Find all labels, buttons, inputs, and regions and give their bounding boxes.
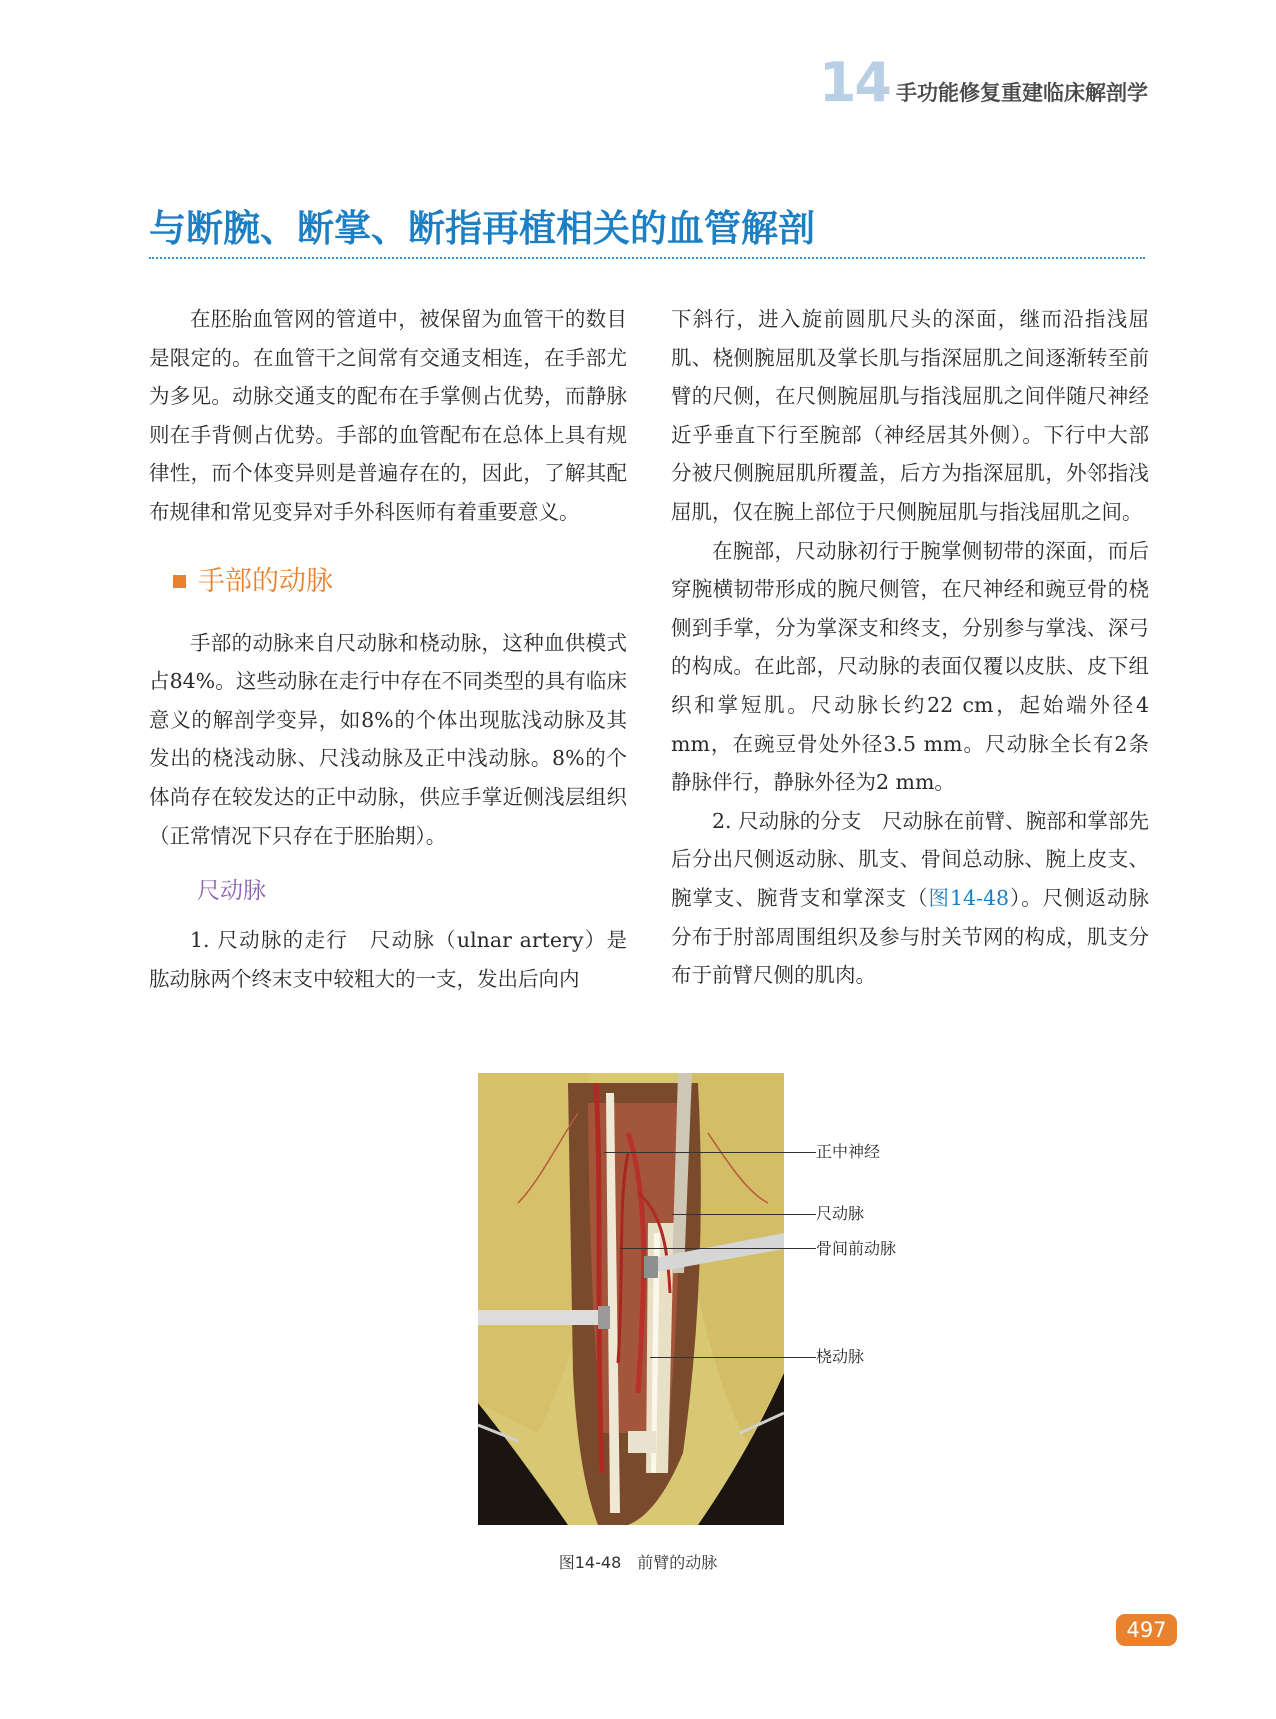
- branches-text-before: 2. 尺动脉的分支 尺动脉在前臂、腕部和掌部先后分出尺侧返动脉、肌支、骨间总动脉、腕上皮支、腕掌支、腕背支和掌深支（: [671, 808, 1149, 910]
- label-radial-artery: 桡动脉: [816, 1347, 865, 1366]
- arteries-paragraph: 手部的动脉来自尺动脉和桡动脉，这种血供模式占84%。这些动脉在走行中存在不同类型的具有临床意义的解剖学变异，如8%的个体出现肱浅动脉及其发出的桡浅动脉、尺浅动脉及正中浅动脉。8%的个体尚存在较发达的正中动脉，供应手掌近侧浅层组织（正常情况下只存在于胚胎期）。: [149, 630, 627, 848]
- running-header: [818, 51, 1148, 114]
- heading-hand-arteries-text: 手部的动脉: [198, 565, 333, 597]
- square-bullet-icon: [173, 575, 186, 588]
- right-column: [671, 300, 1149, 995]
- label-anterior-interosseous-artery: 骨间前动脉: [816, 1239, 897, 1258]
- heading-ulnar-artery: 尺动脉: [197, 878, 266, 905]
- chapter-title: 手功能修复重建临床解剖学: [896, 81, 1148, 105]
- page-number-badge: 497: [1116, 1614, 1177, 1646]
- branches-text-after: ）。尺侧返动脉分布于肘部周围组织及参与肘关节网的构成，肌支分布于前臂尺侧的肌肉。: [671, 885, 1149, 988]
- intro-paragraph: 在胚胎血管网的管道中，被保留为血管干的数目是限定的。在血管干之间常有交通支相连，在手部尤为多见。动脉交通支的配布在手掌侧占优势，而静脉则在手背侧占优势。手部的血管配布在总体上具有规律性，而个体变异则是普遍存在的，因此，了解其配布规律和常见变异对手外科医师有着重要意义。: [149, 307, 627, 524]
- wrist-paragraph: 在腕部，尺动脉初行于腕掌侧韧带的深面，而后穿腕横韧带形成的腕尺侧管，在尺神经和豌豆骨的桡侧到手掌，分为掌深支和终支，分别参与掌浅、深弓的构成。在此部，尺动脉的表面仅覆以皮肤、皮下组织和掌短肌。尺动脉长约22 cm，起始端外径4 mm，在豌豆骨处外径3.5 mm。尺动脉全长有2条静脉伴行，静脉外径为2 mm。: [671, 538, 1149, 795]
- branches-paragraph: [671, 802, 1149, 995]
- label-ulnar-artery: 尺动脉: [816, 1204, 865, 1223]
- chapter-number: 14: [818, 51, 890, 114]
- leader-radial-artery: [650, 1357, 816, 1358]
- figure-reference-link[interactable]: 图14-48: [928, 885, 1010, 910]
- ulnar-course-paragraph: 1. 尺动脉的走行 尺动脉（ulnar artery）是肱动脉两个终末支中较粗大的一支，发出后向内: [149, 928, 627, 991]
- section-title: 与断腕、断掌、断指再植相关的血管解剖: [149, 207, 815, 250]
- leader-ulnar-artery: [672, 1214, 816, 1215]
- forearm-dissection-photo: [478, 1073, 784, 1525]
- left-column: [149, 300, 627, 998]
- ulnar-course-continued: 下斜行，进入旋前圆肌尺头的深面，继而沿指浅屈肌、桡侧腕屈肌及掌长肌与指深屈肌之间逐渐转至前臂的尺侧，在尺侧腕屈肌与指浅屈肌之间伴随尺神经近乎垂直下行至腕部（神经居其外侧）。下行中大部分被尺侧腕屈肌所覆盖，后方为指深屈肌，外邻指浅屈肌，仅在腕上部位于尺侧腕屈肌与指浅屈肌之间。: [671, 307, 1149, 524]
- heading-hand-arteries: [173, 562, 627, 602]
- section-divider: [149, 257, 1145, 259]
- leader-median-nerve: [604, 1152, 816, 1153]
- figure-caption: 图14-48 前臂的动脉: [558, 1553, 718, 1572]
- label-median-nerve: 正中神经: [816, 1142, 881, 1161]
- leader-anterior-interosseous-artery: [620, 1248, 816, 1249]
